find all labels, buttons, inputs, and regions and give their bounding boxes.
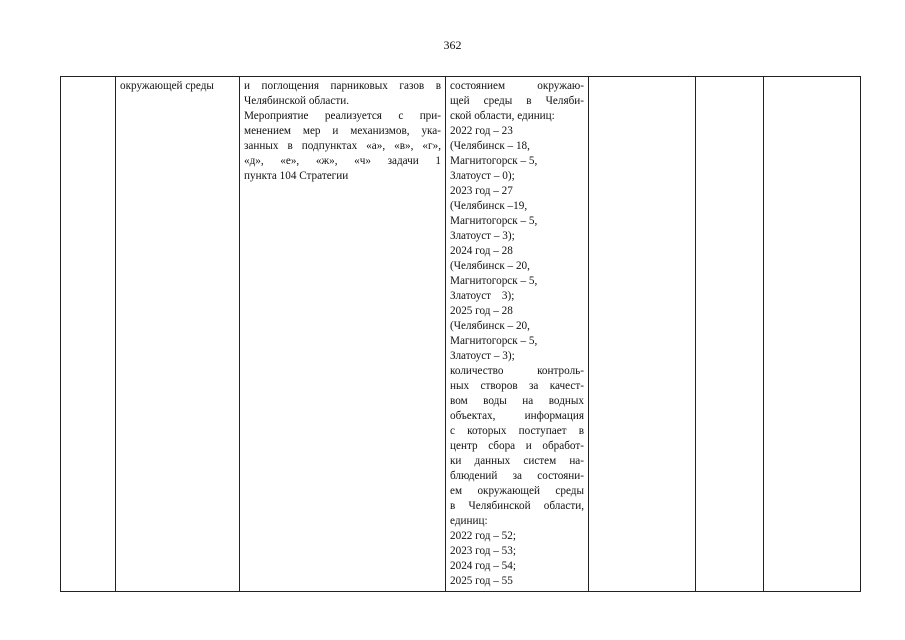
cell-empty-5	[589, 77, 696, 592]
indicator-line: ем окружающей среды	[450, 485, 584, 497]
indicator-line: Златоуст 3);	[450, 290, 515, 302]
indicator-line: (Челябинск – 20,	[450, 320, 530, 332]
cell-empty-7	[764, 77, 861, 592]
description-line: и поглощения парниковых газов в	[244, 80, 441, 92]
description-line: менением мер и механизмов, ука-	[244, 125, 441, 137]
indicator-line: Магнитогорск – 5,	[450, 215, 538, 227]
indicator-line: центр сбора и обработ-	[450, 440, 584, 452]
indicator-line: объектах, информация	[450, 410, 584, 422]
indicator-line: (Челябинск –19,	[450, 200, 528, 212]
description-line: Мероприятие реализуется с при-	[244, 110, 441, 122]
indicator-line: ской области, единиц:	[450, 110, 555, 122]
indicator-line: (Челябинск – 20,	[450, 260, 530, 272]
description-line: занных в подпунктах «а», «в», «г»,	[244, 140, 441, 152]
description-line: пункта 104 Стратегии	[244, 170, 349, 182]
cell-indicators	[446, 77, 589, 592]
cell-number	[61, 77, 116, 592]
indicator-line: 2023 год – 53;	[450, 545, 516, 557]
indicator-line: 2024 год – 54;	[450, 560, 516, 572]
indicator-line: единиц:	[450, 515, 488, 527]
indicator-line: 2022 год – 52;	[450, 530, 516, 542]
cell-direction-text: окружающей среды	[120, 80, 214, 92]
indicator-line: Златоуст – 3);	[450, 230, 515, 242]
indicator-line: (Челябинск – 18,	[450, 140, 530, 152]
indicator-line: 2024 год – 28	[450, 245, 513, 257]
cell-measure-description	[240, 77, 446, 592]
cell-empty-6	[696, 77, 764, 592]
indicator-line: Магнитогорск – 5,	[450, 155, 538, 167]
indicator-line: щей среды в Челяби-	[450, 95, 584, 107]
indicator-line: Магнитогорск – 5,	[450, 275, 538, 287]
indicator-line: 2025 год – 28	[450, 305, 513, 317]
indicator-line: ных створов за качест-	[450, 380, 584, 392]
page-number: 362	[443, 38, 462, 52]
indicator-line: с которых поступает в	[450, 425, 584, 437]
indicator-line: 2022 год – 23	[450, 125, 513, 137]
indicator-line: 2025 год – 55	[450, 575, 513, 587]
indicator-line: Златоуст – 3);	[450, 350, 515, 362]
document-table	[60, 76, 861, 592]
indicator-line: количество контроль-	[450, 365, 584, 377]
indicator-line: состоянием окружаю-	[450, 80, 584, 92]
indicator-line: Златоуст – 0);	[450, 170, 515, 182]
description-line: Челябинской области.	[244, 95, 350, 107]
indicator-line: в Челябинской области,	[450, 500, 584, 512]
description-line: «д», «е», «ж», «ч» задачи 1	[244, 155, 441, 167]
indicator-line: 2023 год – 27	[450, 185, 513, 197]
indicator-line: ки данных систем на-	[450, 455, 584, 467]
indicator-line: вом воды на водных	[450, 395, 584, 407]
cell-direction	[116, 77, 240, 592]
indicator-line: блюдений за состояни-	[450, 470, 584, 482]
table-row	[61, 77, 861, 592]
indicator-line: Магнитогорск – 5,	[450, 335, 538, 347]
